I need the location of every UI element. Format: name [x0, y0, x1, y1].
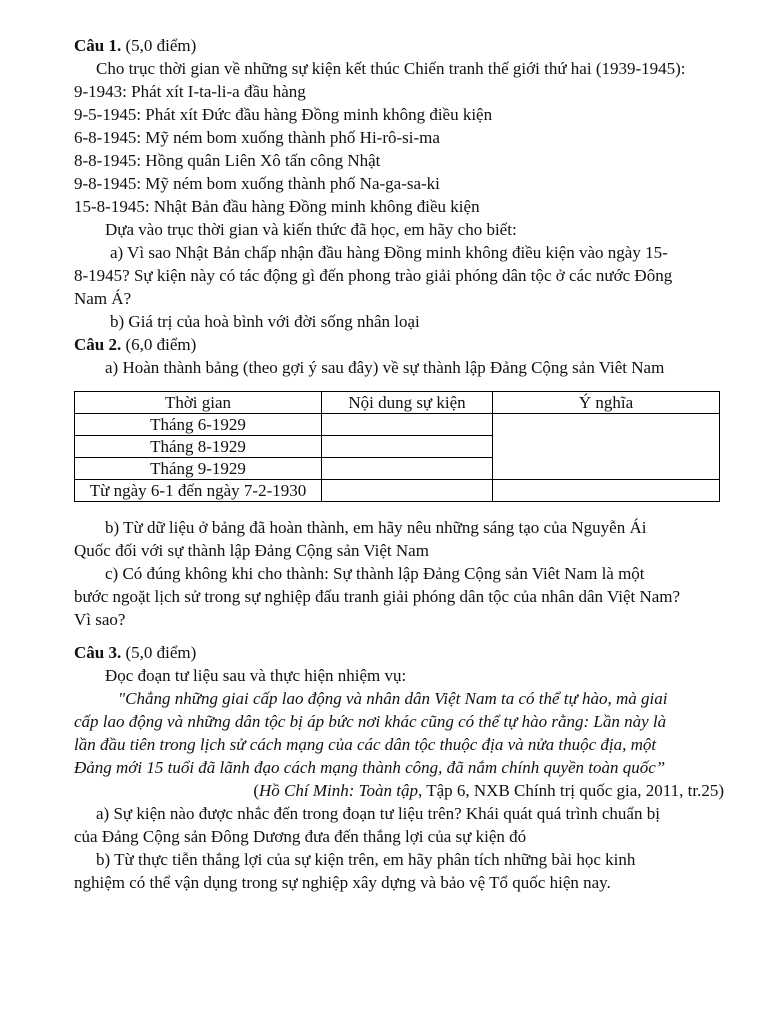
- spacer: [74, 631, 724, 641]
- exam-page: [74, 34, 724, 894]
- q2-points: (6,0 điểm): [121, 335, 197, 354]
- q2-b-line: b) Từ dữ liệu ở bảng đã hoàn thành, em hãy nêu những sáng tạo của Nguyễn Ái: [105, 518, 647, 537]
- q3-b-line: nghiệm có thể vận dụng trong sự nghiệp xây dựng và bảo vệ Tổ quốc hiện nay.: [74, 873, 611, 892]
- q3-b-line: b) Từ thực tiễn thắng lợi của sự kiện trên, em hãy phân tích những bài học kinh: [96, 850, 636, 869]
- row-content-cell: [322, 436, 493, 458]
- q2-heading: [74, 333, 724, 356]
- q2-c-line: bước ngoặt lịch sử trong sự nghiệp đấu tranh giải phóng dân tộc của nhân dân Việt Nam?: [74, 587, 681, 606]
- q1-prompt: Dựa vào trục thời gian và kiến thức đã học, em hãy cho biết:: [105, 220, 517, 239]
- timeline-item: 9-8-1945: Mỹ ném bom xuống thành phố Na-ga-sa-ki: [74, 174, 440, 193]
- q3-heading: [74, 641, 724, 664]
- header-time: Thời gian: [75, 392, 322, 414]
- quote-line: "Chẳng những giai cấp lao động và nhân dân Việt Nam ta có thể tự hào, mà giai: [118, 689, 668, 708]
- meaning-cell: [493, 414, 720, 480]
- q1-intro: Cho trục thời gian về những sự kiện kết thúc Chiến tranh thế giới thứ hai (1939-1945):: [96, 59, 686, 78]
- q3-label: Câu 3.: [74, 643, 122, 662]
- q1-b: b) Giá trị của hoà bình với đời sống nhân loại: [110, 312, 420, 331]
- table-header-row: [75, 392, 720, 414]
- q2-b-line: Quốc đối với sự thành lập Đảng Cộng sản Việt Nam: [74, 541, 429, 560]
- quote-line: Đảng mới 15 tuổi đã lãnh đạo cách mạng thành công, đã nắm chính quyền toàn quốc”: [74, 758, 666, 777]
- q2-c-line: Vì sao?: [74, 610, 126, 629]
- q1-label: Câu 1.: [74, 36, 122, 55]
- table-row: [75, 414, 720, 436]
- timeline-item: 9-5-1945: Phát xít Đức đầu hàng Đồng minh không điều kiện: [74, 105, 493, 124]
- row-content-cell: [322, 480, 493, 502]
- source-rest: , Tập 6, NXB Chính trị quốc gia, 2011, tr.25): [418, 781, 724, 800]
- timeline-item: 9-1943: Phát xít I-ta-li-a đầu hàng: [74, 82, 306, 101]
- founding-table: [74, 391, 720, 502]
- q3-points: (5,0 điểm): [121, 643, 197, 662]
- q3-a-line: của Đảng Cộng sản Đông Dương đưa đến thắng lợi của sự kiện đó: [74, 827, 527, 846]
- source-open: (: [253, 781, 259, 800]
- q2-c-line: c) Có đúng không khi cho thành: Sự thành lập Đảng Cộng sản Viêt Nam là một: [105, 564, 645, 583]
- quote-line: cấp lao động và những dân tộc bị áp bức nơi khác cũng có thể tự hào rằng: Lần này là: [74, 712, 667, 731]
- q1-heading: [74, 34, 724, 57]
- row-time: Từ ngày 6-1 đến ngày 7-2-1930: [75, 480, 322, 502]
- q2-a: a) Hoàn thành bảng (theo gợi ý sau đây) về sự thành lập Đảng Cộng sản Viêt Nam: [105, 358, 665, 377]
- source-author: Hồ Chí Minh: Toàn tập: [259, 781, 419, 800]
- timeline-item: 6-8-1945: Mỹ ném bom xuống thành phố Hi-rô-si-ma: [74, 128, 440, 147]
- row-time: Tháng 6-1929: [75, 414, 322, 436]
- q1-points: (5,0 điểm): [121, 36, 197, 55]
- quote-source: [74, 779, 724, 802]
- row-content-cell: [322, 458, 493, 480]
- header-content: Nội dung sự kiện: [322, 392, 493, 414]
- meaning-cell: [493, 480, 720, 502]
- row-time: Tháng 8-1929: [75, 436, 322, 458]
- q1-a-line: a) Vì sao Nhật Bản chấp nhận đầu hàng Đồng minh không điều kiện vào ngày 15-: [110, 243, 668, 262]
- row-content-cell: [322, 414, 493, 436]
- timeline-item: 15-8-1945: Nhật Bản đầu hàng Đồng minh không điều kiện: [74, 197, 480, 216]
- row-time: Tháng 9-1929: [75, 458, 322, 480]
- header-meaning: Ý nghĩa: [493, 392, 720, 414]
- q3-prompt: Đọc đoạn tư liệu sau và thực hiện nhiệm vụ:: [105, 666, 407, 685]
- timeline-item: 8-8-1945: Hồng quân Liên Xô tấn công Nhật: [74, 151, 381, 170]
- quote-line: lần đầu tiên trong lịch sử cách mạng của các dân tộc thuộc địa và nửa thuộc địa, một: [74, 735, 657, 754]
- table-row: [75, 480, 720, 502]
- q1-a-line: 8-1945? Sự kiện này có tác động gì đến phong trào giải phóng dân tộc ở các nước Đông: [74, 266, 673, 285]
- q3-a-line: a) Sự kiện nào được nhắc đến trong đoạn tư liệu trên? Khái quát quá trình chuẩn bị: [96, 804, 660, 823]
- q2-label: Câu 2.: [74, 335, 122, 354]
- q1-a-line: Nam Á?: [74, 289, 132, 308]
